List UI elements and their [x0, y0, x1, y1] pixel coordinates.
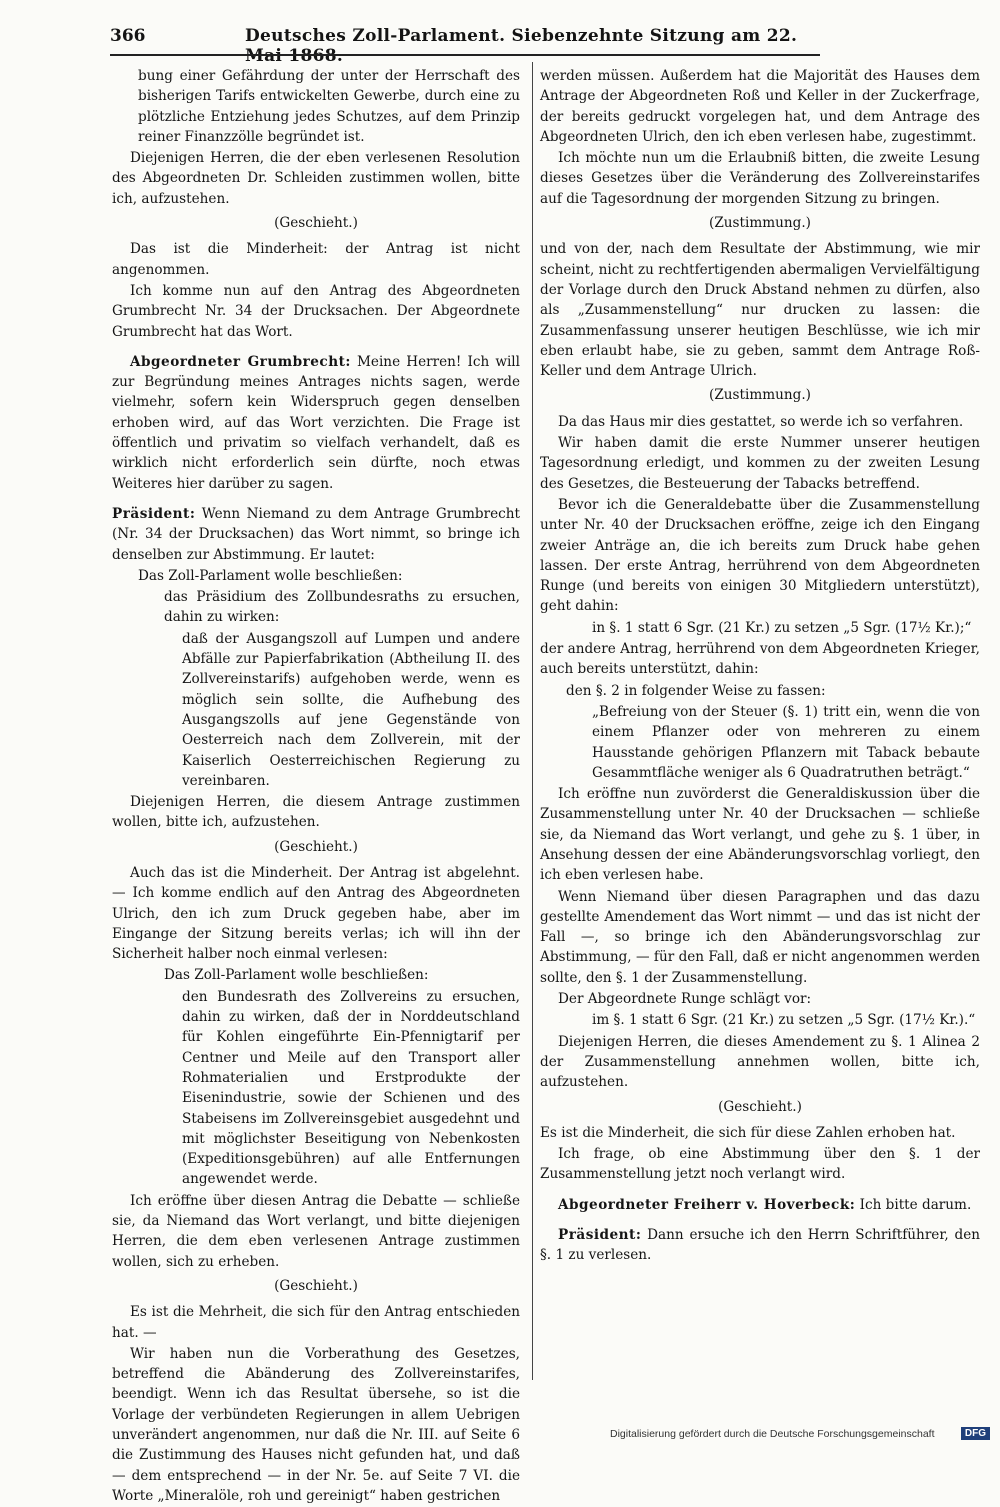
- paragraph-text: der andere Antrag, herrührend von dem Abgeordneten Krieger, auch bereits unterstützt, dahin:: [540, 641, 980, 678]
- stage-direction: [112, 837, 520, 857]
- paragraph: [112, 352, 520, 494]
- paragraph-text: Wenn Niemand zu dem Antrage Grumbrecht (Nr. 34 der Drucksachen) das Wort nimmt, so bringe ich denselben zur Abstimmung. Er lautet:: [112, 505, 520, 563]
- page-number: 366: [110, 26, 146, 46]
- speaker-name: Präsident:: [112, 505, 196, 522]
- paragraph-text: (Geschieht.): [274, 215, 358, 232]
- left-column: [112, 66, 520, 1507]
- stage-direction: [112, 213, 520, 233]
- paragraph-text: Wir haben damit die erste Nummer unserer heutigen Tagesordnung erledigt, und kommen zu der zweiten Lesung des Gesetzes, die Besteuerung der Tabacks betreffend.: [540, 435, 980, 492]
- paragraph-text: Dann ersuche ich den Herrn Schriftführer, den §. 1 zu verlesen.: [540, 1227, 980, 1264]
- running-title: Deutsches Zoll-Parlament. Siebenzehnte Sitzung am 22. Mai 1868.: [245, 26, 798, 66]
- paragraph-text: und von der, nach dem Resultate der Abstimmung, wie mir scheint, nicht zu rechtfertigenden abermaligen Vervielfältigung der Vorlage durch den Druck Abstand nehmen zu dürfen, also als „Zusammenstellung“ nur drucken zu lassen: die Zusammenfassung unserer heutigen Beschlüsse, wie ich mir eben erlaubt habe, sie zu geben, sammt dem Antrage Roß-Keller und dem Antrage Ulrich.: [540, 241, 980, 380]
- paragraph-text: (Zustimmung.): [709, 387, 811, 404]
- dfg-logo: DFG: [961, 1427, 990, 1440]
- paragraph-text: Ich eröffne über diesen Antrag die Debatte — schließe sie, da Niemand das Wort verlangt, und bitte diejenigen Herren, die dem eben verlesenen Antrage zustimmen wollen, sich zu erheben.: [112, 1192, 520, 1270]
- paragraph-text: den §. 2 in folgender Weise zu fassen:: [566, 682, 826, 699]
- paragraph: [540, 618, 980, 638]
- paragraph-text: Das Zoll-Parlament wolle beschließen:: [138, 567, 403, 584]
- stage-direction: [540, 1097, 980, 1117]
- paragraph-text: Ich frage, ob eine Abstimmung über den §. 1 der Zusammenstellung jetzt noch verlangt wird.: [540, 1146, 980, 1183]
- page-header: [110, 24, 820, 66]
- right-column: [540, 66, 980, 1267]
- paragraph: [112, 148, 520, 209]
- paragraph-text: (Geschieht.): [274, 838, 358, 855]
- paragraph-text: daß der Ausgangszoll auf Lumpen und andere Abfälle zur Papierfabrikation (Abtheilung II. des Zollvereinstarifs) aufgehoben werde, wenn es möglich sein sollte, die Aufhebung des Ausgangszolls auf jene Gegenstände von Oesterreich nach dem Zollverein, mit der Kaiserlich Oesterreichischen Regierung zu vereinbaren.: [182, 630, 520, 789]
- paragraph: [540, 1195, 980, 1215]
- paragraph-text: im §. 1 statt 6 Sgr. (21 Kr.) zu setzen „5 Sgr. (17½ Kr.).“: [592, 1012, 976, 1029]
- paragraph: [540, 495, 980, 617]
- footer: [610, 1428, 990, 1444]
- paragraph: [112, 587, 520, 628]
- stage-direction: [540, 213, 980, 233]
- column-separator: [532, 62, 533, 1380]
- paragraph-text: Ich komme nun auf den Antrag des Abgeordneten Grumbrecht Nr. 34 der Drucksachen. Der Abgeordnete Grumbrecht hat das Wort.: [112, 282, 520, 340]
- paragraph: [112, 66, 520, 147]
- funding-note: Digitalisierung gefördert durch die Deutsche Forschungsgemeinschaft: [610, 1428, 935, 1440]
- paragraph-text: Ich möchte nun um die Erlaubniß bitten, die zweite Lesung dieses Gesetzes über die Veränderung des Zollvereinstarifes auf die Tagesordnung der morgenden Sitzung zu bringen.: [540, 150, 980, 207]
- paragraph-text: Es ist die Minderheit, die sich für diese Zahlen erhoben hat.: [540, 1124, 956, 1141]
- paragraph-text: das Präsidium des Zollbundesraths zu ersuchen, dahin zu wirken:: [164, 589, 520, 626]
- paragraph-text: Auch das ist die Minderheit. Der Antrag ist abgelehnt. — Ich komme endlich auf den Antrag des Abgeordneten Ulrich, den ich zum Druck gegeben habe, aber im Eingange der Sitzung bereits verlas; ich will ihn der Sicherheit halber noch einmal verlesen:: [112, 864, 520, 963]
- paragraph: [540, 239, 980, 381]
- paragraph-text: „Befreiung von der Steuer (§. 1) tritt ein, wenn die von einem Pflanzer oder von mehreren zu einem Hausstande gehörigen Pflanzern mit Taback bebaute Gesammtfläche weniger als 6 Quadratruthen beträgt.“: [592, 703, 980, 781]
- paragraph-text: Ich bitte darum.: [859, 1196, 972, 1213]
- paragraph: [112, 566, 520, 586]
- paragraph-text: Wir haben nun die Vorberathung des Gesetzes, betreffend die Abänderung des Zollvereinstarifes, beendigt. Wenn ich das Resultat übersehe, so ist die Vorlage der verbündeten Regierungen in allem Uebrigen unverändert angenommen, nur daß die Nr. III. auf Seite 6 die Zustimmung des Hauses nicht gefunden hat, und daß — dem entsprechend — in der Nr. 5e. auf Seite 7 VI. die Worte „Mineralöle, roh und gereinigt“ haben gestrichen: [112, 1345, 520, 1504]
- paragraph: [540, 639, 980, 680]
- paragraph-text: Diejenigen Herren, die diesem Antrage zustimmen wollen, bitte ich, aufzustehen.: [112, 794, 520, 831]
- paragraph: [540, 148, 980, 209]
- paragraph: [112, 281, 520, 342]
- paragraph: [112, 1302, 520, 1343]
- stage-direction: [112, 1276, 520, 1296]
- paragraph: [112, 504, 520, 565]
- paragraph: [540, 66, 980, 147]
- paragraph-text: in §. 1 statt 6 Sgr. (21 Kr.) zu setzen „5 Sgr. (17½ Kr.);“: [592, 619, 972, 636]
- paragraph-text: den Bundesrath des Zollvereins zu ersuchen, dahin zu wirken, daß der in Norddeutschland für Kohlen eingeführte Ein-Pfennigtarif per Centner und Meile auf den Transport aller Rohmaterialien und Erstprodukte der Eisenindustrie, sowie der Schienen und des Stabeisens im Zollvereinsgebiet ausgedehnt und mit möglichster Beseitigung von Nebenkosten (Expeditionsgebühren) auf alle Entfernungen angewendet werde.: [182, 988, 520, 1188]
- speaker-name: Präsident:: [558, 1227, 642, 1244]
- paragraph-text: Wenn Niemand über diesen Paragraphen und das dazu gestellte Amendement das Wort nimmt — und das ist nicht der Fall —, so bringe ich den Abänderungsvorschlag zur Abstimmung, — für den Fall, daß er nicht angenommen werden sollte, den §. 1 der Zusammenstellung.: [540, 888, 980, 986]
- paragraph-text: Meine Herren! Ich will zur Begründung meines Antrages nichts sagen, werde vielmehr, sofern kein Widerspruch gegen denselben erhoben wird, auf das Wort verzichten. Die Frage ist öffentlich und privatim so vielfach verhandelt, daß es wirklich nicht erforderlich sein dürfte, noch etwas Weiteres hier darüber zu sagen.: [112, 353, 520, 492]
- paragraph: [540, 1032, 980, 1093]
- paragraph: [112, 792, 520, 833]
- header-rule: [110, 54, 820, 56]
- paragraph: [540, 681, 980, 701]
- paragraph-text: Da das Haus mir dies gestattet, so werde ich so verfahren.: [558, 413, 964, 430]
- speaker-name: Abgeordneter Grumbrecht:: [130, 353, 351, 370]
- paragraph: [540, 433, 980, 494]
- paragraph: [112, 1191, 520, 1272]
- paragraph-text: Es ist die Mehrheit, die sich für den Antrag entschieden hat. —: [112, 1304, 520, 1341]
- stage-direction: [540, 385, 980, 405]
- paragraph-text: bung einer Gefährdung der unter der Herrschaft des bisherigen Tarifs entwickelten Gewerbe, durch eine zu plötzliche Entziehung jedes Schutzes, auf dem Prinzip reiner Finanzzölle begründet ist.: [138, 68, 520, 145]
- paragraph: [540, 784, 980, 885]
- paragraph-text: Bevor ich die Generaldebatte über die Zusammenstellung unter Nr. 40 der Drucksachen eröffne, zeige ich den Eingang zweier Anträge an, die ich bereits zum Druck habe gehen lassen. Der erste Antrag, herrührend von dem Abgeordneten Runge (und bereits von einigen 30 Mitgliedern unterstützt), geht dahin:: [540, 496, 980, 615]
- paragraph-text: (Zustimmung.): [709, 215, 811, 232]
- paragraph: [540, 702, 980, 783]
- paragraph-text: (Geschieht.): [274, 1277, 358, 1294]
- paragraph: [540, 1144, 980, 1185]
- paragraph: [112, 239, 520, 280]
- paragraph: [540, 989, 980, 1009]
- paragraph-text: Das ist die Minderheit: der Antrag ist nicht angenommen.: [112, 241, 520, 278]
- paragraph: [540, 887, 980, 988]
- paragraph-text: Das Zoll-Parlament wolle beschließen:: [164, 967, 429, 984]
- paragraph-text: Der Abgeordnete Runge schlägt vor:: [558, 991, 812, 1008]
- paragraph-text: Diejenigen Herren, die dieses Amendement zu §. 1 Alinea 2 der Zusammenstellung annehmen wollen, bitte ich, aufzustehen.: [540, 1033, 980, 1091]
- paragraph: [540, 1225, 980, 1266]
- paragraph: [540, 1123, 980, 1143]
- paragraph: [112, 987, 520, 1190]
- paragraph: [540, 412, 980, 432]
- paragraph: [540, 1010, 980, 1030]
- paragraph: [112, 863, 520, 964]
- paragraph-text: (Geschieht.): [718, 1098, 802, 1115]
- paragraph-text: werden müssen. Außerdem hat die Majorität des Hauses dem Antrage der Abgeordneten Roß und Keller in der Zuckerfrage, der bereits gedruckt vorgelegen hat, und dem Antrage des Abgeordneten Ulrich, den ich eben verlesen habe, zugestimmt.: [540, 68, 980, 145]
- paragraph: [112, 1344, 520, 1506]
- paragraph-text: Diejenigen Herren, die der eben verlesenen Resolution des Abgeordneten Dr. Schleiden zustimmen wollen, bitte ich, aufzustehen.: [112, 150, 520, 207]
- paragraph: [112, 965, 520, 985]
- paragraph: [112, 629, 520, 791]
- speaker-name: Abgeordneter Freiherr v. Hoverbeck:: [558, 1196, 856, 1213]
- paragraph-text: Ich eröffne nun zuvörderst die Generaldiskussion über die Zusammenstellung unter Nr. 40 der Drucksachen — schließe sie, da Niemand das Wort verlangt, und gehe zu §. 1 über, in Ansehung dessen der eine Abänderungsvorschlag vorliegt, den ich eben verlesen habe.: [540, 786, 980, 884]
